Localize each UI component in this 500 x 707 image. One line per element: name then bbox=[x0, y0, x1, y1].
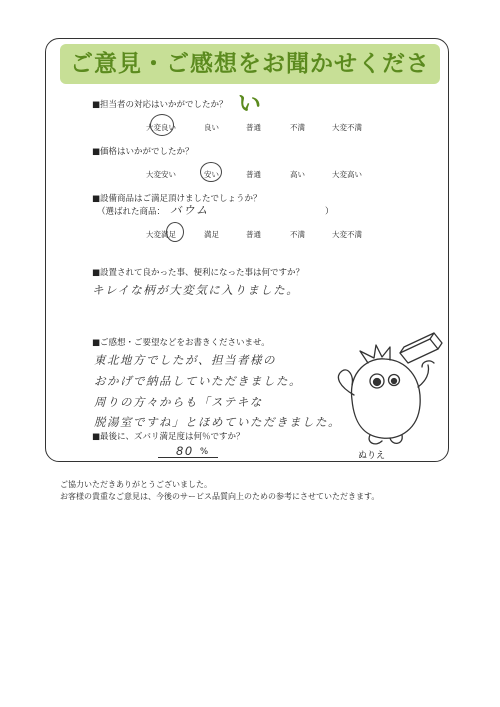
thank-you-line: ご協力いただきありがとうございました。 bbox=[60, 480, 212, 489]
q1-option-1[interactable]: 大変良い bbox=[146, 123, 176, 132]
question-price: ■価格はいかがでしたか？ bbox=[92, 147, 194, 157]
q1-selection-mark bbox=[150, 114, 174, 136]
question-product-satisfaction: ■設備商品はご満足頂けましたでしょうか？ bbox=[92, 194, 262, 204]
mascot-illustration bbox=[330, 325, 450, 450]
satisfaction-unit: % bbox=[200, 447, 209, 457]
q3-selection-mark bbox=[166, 222, 184, 242]
comment-line-4: 脱湯室ですね」とほめていただきました。 bbox=[94, 415, 341, 429]
q2-option-5[interactable]: 大変高い bbox=[332, 170, 362, 179]
q2-option-2[interactable]: 安い bbox=[204, 170, 219, 179]
q1-option-5[interactable]: 大変不満 bbox=[332, 123, 362, 132]
nurie-label: ぬりえ bbox=[358, 451, 386, 461]
q2-option-1[interactable]: 大変安い bbox=[146, 170, 176, 179]
question-staff-response: ■担当者の対応はいかがでしたか？ bbox=[92, 100, 228, 110]
q3-option-5[interactable]: 大変不満 bbox=[332, 230, 362, 239]
q1-option-4[interactable]: 不満 bbox=[290, 123, 305, 132]
satisfaction-value: 80 bbox=[176, 444, 194, 458]
q1-option-3[interactable]: 普通 bbox=[246, 123, 261, 132]
question-comments: ■ご感想・ご要望などをお書きくださいませ。 bbox=[92, 338, 270, 348]
question-benefits: ■設置されて良かった事、便利になった事は何ですか？ bbox=[92, 268, 305, 278]
selected-product-value: バウム bbox=[170, 203, 209, 217]
q3-option-3[interactable]: 普通 bbox=[246, 230, 261, 239]
q2-option-4[interactable]: 高い bbox=[290, 170, 305, 179]
q3-option-4[interactable]: 不満 bbox=[290, 230, 305, 239]
survey-title: ご意見・ご感想をお聞かせください bbox=[60, 44, 440, 84]
q2-option-3[interactable]: 普通 bbox=[246, 170, 261, 179]
benefits-answer: キレイな柄が大変気に入りました。 bbox=[92, 283, 300, 297]
q3-option-2[interactable]: 満足 bbox=[204, 230, 219, 239]
q1-option-2[interactable]: 良い bbox=[204, 123, 219, 132]
selected-product-close: ） bbox=[325, 207, 334, 217]
satisfaction-underline bbox=[158, 457, 218, 458]
q3-option-1[interactable]: 大変満足 bbox=[146, 230, 176, 239]
comment-line-1: 東北地方でしたが、担当者様の bbox=[94, 353, 276, 367]
q2-selection-mark bbox=[200, 162, 222, 182]
comment-line-3: 周りの方々からも「ステキな bbox=[94, 395, 263, 409]
comment-line-2: おかげで納品していただきました。 bbox=[94, 374, 302, 388]
selected-product-label: （選ばれた商品： bbox=[97, 207, 166, 217]
question-satisfaction-percent: ■最後に、ズバリ満足度は何％ですか？ bbox=[92, 432, 245, 442]
feedback-note: お客様の貴重なご意見は、今後のサービス品質向上のための参考にさせていただきます。 bbox=[60, 492, 380, 501]
